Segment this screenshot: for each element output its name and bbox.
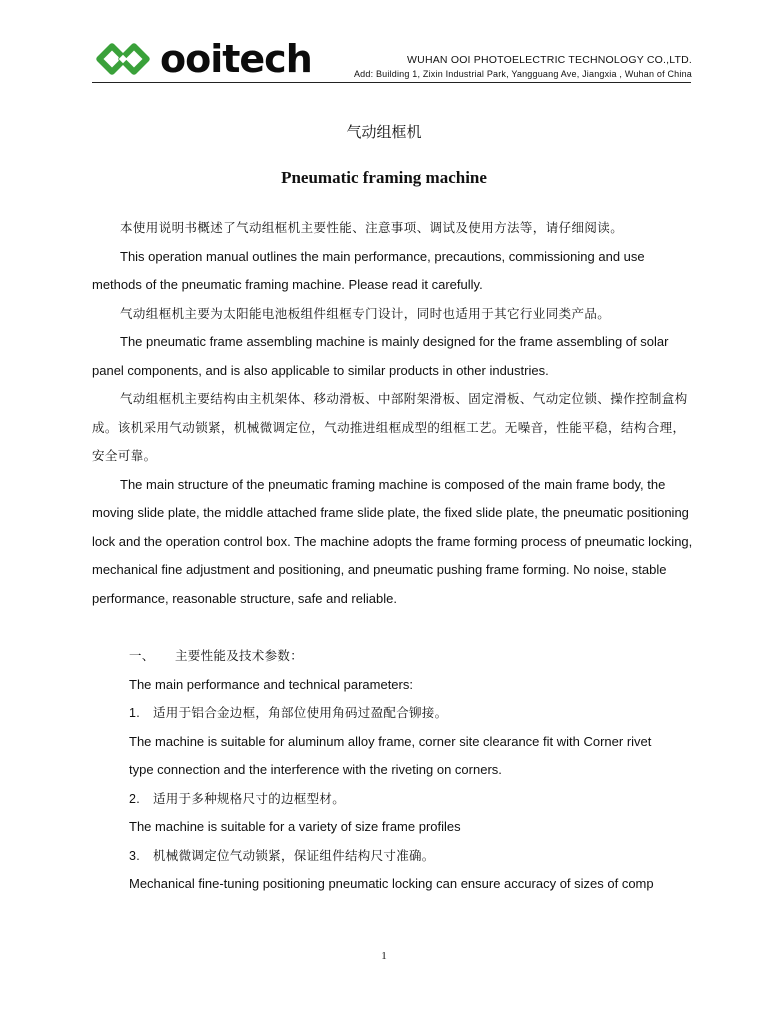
company-address: Add: Building 1, Zixin Industrial Park, Yangguang Ave, Jiangxia , Wuhan of China <box>353 69 692 79</box>
list-item-cn <box>129 842 699 871</box>
list-item-en: The machine is suitable for aluminum alloy frame, corner site clearance fit with Corner rivet <box>129 733 652 749</box>
paragraph-cn: 本使用说明书概述了气动组框机主要性能、注意事项、调试及使用方法等，请仔细阅读。 <box>120 221 624 235</box>
list-number: 1. <box>129 706 141 720</box>
paragraph-cn: 气动组框机主要为太阳能电池板组件组框专门设计，同时也适用于其它行业同类产品。 <box>120 306 611 321</box>
intro-body <box>92 214 696 613</box>
list-number: 3. <box>129 848 141 863</box>
list-number: 2. <box>129 791 141 806</box>
header-divider <box>92 82 691 83</box>
ooitech-logo-icon <box>92 36 158 82</box>
section-heading-cn <box>129 642 699 671</box>
company-name: WUHAN OOI PHOTOELECTRIC TECHNOLOGY CO.,LTD. <box>407 54 692 66</box>
list-item-cn <box>129 699 699 728</box>
section-heading-en: The main performance and technical parameters: <box>129 676 413 692</box>
list-text: 适用于铝合金边框，角部位使用角码过盈配合铆接。 <box>153 706 448 720</box>
paragraph-en: The main structure of the pneumatic framing machine is composed of the main frame body, the moving slide plate, the middle attached frame slide plate, the fixed slide plate, the pneumatic positioning lock and the operation control box. The machine adopts the frame forming process of pneumatic locking, mechanical fine adjustment and positioning, and pneumatic pushing frame forming. No noise, stable performance, reasonable structure, safe and reliable. <box>92 476 693 606</box>
page-header <box>92 36 692 86</box>
page-number: 1 <box>381 950 387 962</box>
list-item-en: The machine is suitable for a variety of size frame profiles <box>129 819 461 834</box>
section-heading-text: 主要性能及技术参数： <box>175 649 304 663</box>
paragraph-cn: 气动组框机主要结构由主机架体、移动滑板、中部附架滑板、固定滑板、气动定位锁、操作控制盒构成。该机采用气动锁紧，机械微调定位，气动推进组框成型的组框工艺。无噪音，性能平稳，结构合理，安全可靠。 <box>92 392 688 463</box>
company-info <box>354 54 692 80</box>
list-text: 机械微调定位气动锁紧，保证组件结构尺寸准确。 <box>153 848 435 863</box>
logo-text: ooitech <box>160 37 312 81</box>
paragraph-en: The pneumatic frame assembling machine is mainly designed for the frame assembling of solar panel components, and is also applicable to similar products in other industries. <box>92 334 669 378</box>
list-item-cn <box>129 785 699 814</box>
company-logo <box>92 36 312 82</box>
document-title-cn: 气动组框机 <box>346 124 422 141</box>
specs-section <box>129 642 699 899</box>
section-number: 一、 <box>129 649 155 663</box>
list-text: 适用于多种规格尺寸的边框型材。 <box>153 791 346 806</box>
paragraph-en: This operation manual outlines the main performance, precautions, commissioning and use methods of the pneumatic framing machine. Please read it carefully. <box>92 248 645 292</box>
list-item-en: type connection and the interference with the riveting on corners. <box>129 762 502 777</box>
list-item-en: Mechanical fine-tuning positioning pneumatic locking can ensure accuracy of sizes of comp <box>129 876 654 891</box>
document-title-en: Pneumatic framing machine <box>281 168 487 187</box>
